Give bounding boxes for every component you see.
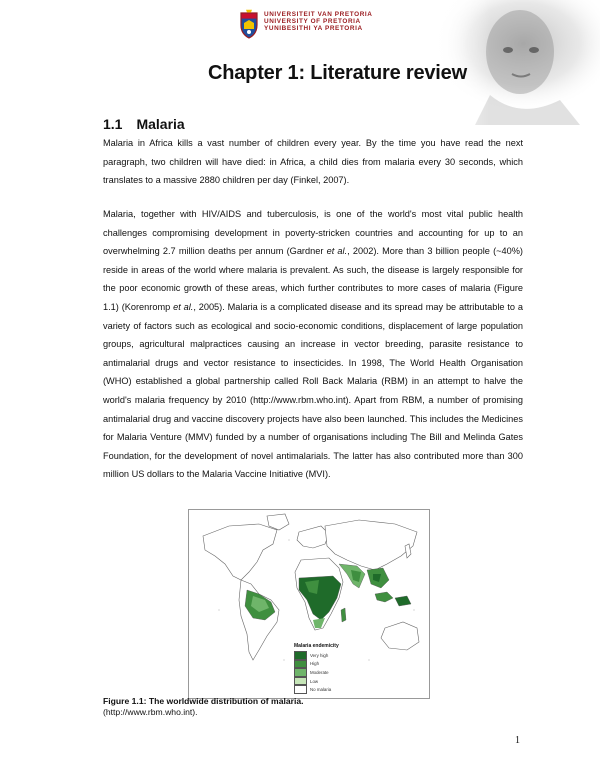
legend-item [294,668,339,677]
legend-label: No malaria [310,687,332,693]
malaria-world-map-figure [188,509,430,699]
paragraph-2-part-2: , 2002). More than 3 billion people (~40%) reside in areas of the world where malaria is prevalent. As such, the disease is largely responsible for the poor economic growth of these areas, which further contributes to more cases of malaria (Figure 1.1) (Korenromp [103,246,523,312]
legend-item [294,651,339,660]
paragraph-2-part-3: , 2005). Malaria is a complicated disease and its spread may be attributable to a variety of factors such as ecological and socio-economic conditions, displacement of large population groups, agricultural malpractices causing an increase in vector breeding, parasite resistance to antimalarial drugs and vector resistance to insecticides. In 1998, The World Health Organisation (WHO) established a global partnership called Roll Back Malaria (RBM) in an attempt to halve the world's malaria frequency by 2010 (http://www.rbm.who.int). Apart from RBM, a number of promising antimalarial drug and vaccine discovery projects have also been launched. This includes the Medicines for Malaria Venture (MMV) funded by a number of organisations including The Bill and Melinda Gates Foundation, for the development of novel antimalarials. The latter has also contributed more than 300 million US dollars to the Malaria Vaccine Initiative (MVI). [103,301,523,480]
chapter-title: Chapter 1: Literature review [208,62,467,84]
university-crest-logo [238,9,260,39]
paragraph-2-part-1: Malaria, together with HIV/AIDS and tuberculosis, is one of the world's most vital public health challenges compromising development in poverty-stricken countries and accounting for up to an overwhelming 2.7 million deaths per annum (Gardner [103,209,523,257]
legend-item [294,677,339,686]
legend-label: Moderate [310,669,329,675]
university-name-english: UNIVERSITY OF PRETORIA [264,17,361,25]
paragraph-2 [103,205,523,484]
section-number: 1.1 [103,116,123,132]
legend-label: Very high [310,652,329,658]
paragraph-1: Malaria in Africa kills a vast number of children every year. By the time you have read the next paragraph, two children will have died: in Africa, a child dies from malaria every 30 seconds, which translates to a massive 2880 children per day (Finkel, 2007). [103,138,523,186]
map-legend [294,643,339,694]
legend-label: High [310,661,320,667]
legend-title: Malaria endemicity [294,643,339,649]
legend-swatch [294,677,307,686]
legend-swatch [294,685,307,694]
university-name-sepedi: YUNIBESITHI YA PRETORIA [264,24,363,32]
legend-swatch [294,651,307,660]
legend-swatch [294,668,307,677]
figure-source: (http://www.rbm.who.int). [103,707,198,717]
legend-label: Low [310,678,319,684]
legend-item [294,660,339,669]
section-title: Malaria [136,116,185,132]
legend-item [294,685,339,694]
section-heading [103,116,185,132]
page-number: 1 [515,735,520,746]
paragraph-2-etal-1: et al. [326,246,348,257]
legend-swatch [294,660,307,669]
university-names [264,12,373,32]
paragraph-2-etal-2: et al. [173,301,194,312]
figure-caption: Figure 1.1: The worldwide distribution of malaria. [103,696,304,706]
university-name-afrikaans: UNIVERSITEIT VAN PRETORIA [264,11,373,18]
